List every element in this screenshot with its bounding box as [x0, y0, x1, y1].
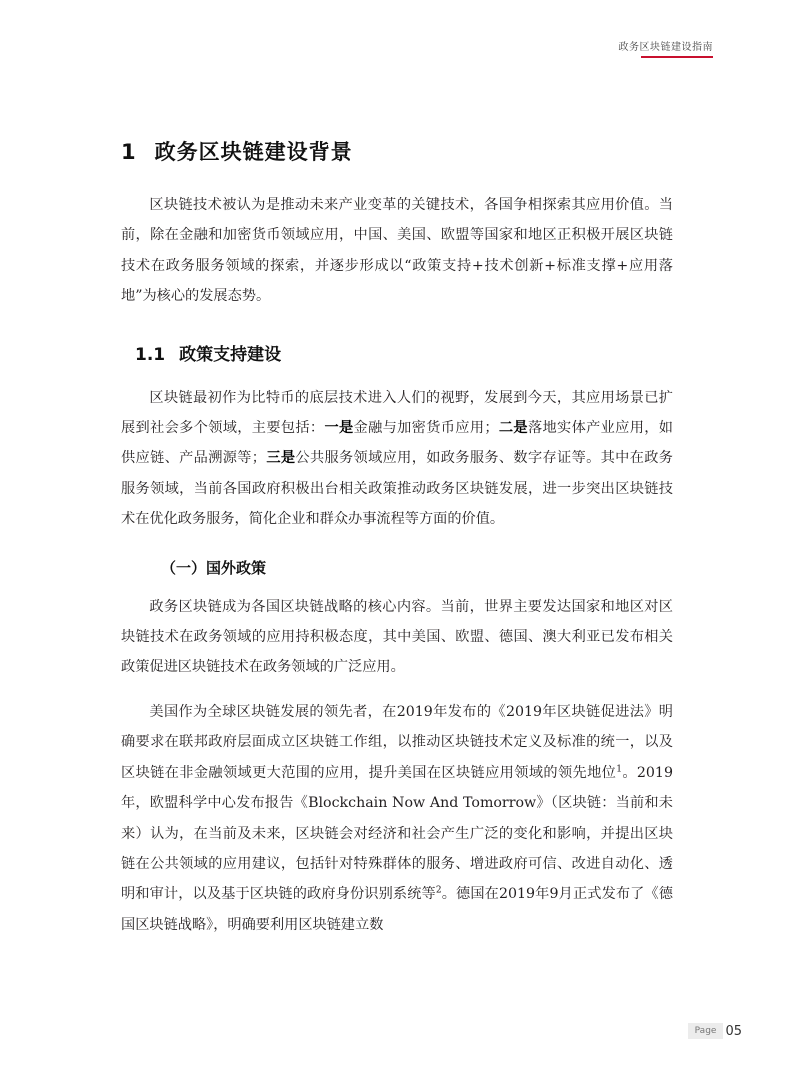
emphasis-third: 三是 — [266, 450, 296, 467]
text-run: 。2019年，欧盟科学中心发布报告《Blockchain Now And Tomorrow》（区块链：当前和未来）认为，在当前及未来，区块链会对经济和社会产生广泛的变化和影响，并提出区块链在公共领域的应用建议，包括针对特殊群体的服务、增进政府可信、改进自动化、透明和审计，以及基于区块链的政府身份识别系统等 — [121, 764, 673, 903]
text-run: 金融与加密货币应用； — [353, 420, 499, 437]
text-run: 。德国在2019年9月正式发布了《德国区块链战略》，明确要利用区块链建立数 — [121, 886, 673, 933]
running-header-title: 政务区块链建设指南 — [618, 42, 713, 53]
page-number: 05 — [725, 1023, 742, 1039]
us-eu-germany-paragraph — [121, 697, 673, 940]
footnote-ref-1[interactable]: 1 — [616, 763, 622, 774]
subsection-number: 1.1 — [135, 344, 166, 365]
foreign-policy-heading: （一）国外政策 — [161, 558, 267, 577]
text-run: 落地实体产业应用，如供应链、产品溯源等； — [121, 420, 673, 467]
intro-paragraph: 区块链技术被认为是推动未来产业变革的关键技术，各国争相探索其应用价值。当前，除在金融和加密货币领域应用，中国、美国、欧盟等国家和地区正积极开展区块链技术在政务服务领域的探索，并逐步形成以“政策支持+技术创新+标准支撑+应用落地”为核心的发展态势。 — [121, 197, 673, 305]
text-run: 公共服务领域应用，如政务服务、数字存证等。其中在政务服务领域，当前各国政府积极出台相关政策推动政务区块链发展，进一步突出区块链技术在优化政务服务，简化企业和群众办事流程等方面的价值。 — [121, 450, 673, 528]
section-title: 政务区块链建设背景 — [154, 140, 353, 164]
text-run: 美国作为全球区块链发展的领先者，在2019年发布的《2019年区块链促进法》明确要求在联邦政府层面成立区块链工作组，以推动区块链技术定义及标准的统一，以及区块链在非金融领域更大范围的应用，提升美国在区块链应用领域的领先地位 — [121, 703, 673, 781]
page-content — [121, 136, 673, 954]
section-number: 1 — [121, 140, 137, 164]
foreign-policy-paragraph: 政务区块链成为各国区块链战略的核心内容。当前，世界主要发达国家和地区对区块链技术在政务领域的应用持积极态度，其中美国、欧盟、德国、澳大利亚已发布相关政策促进区块链技术在政务领域的广泛应用。 — [121, 598, 673, 676]
emphasis-second: 二是 — [498, 420, 528, 437]
subsection-title: 政策支持建设 — [179, 344, 282, 365]
header-accent-line — [641, 56, 713, 58]
section-heading — [121, 136, 673, 166]
page-label: Page — [688, 1023, 724, 1039]
text-run: 区块链最初作为比特币的底层技术进入人们的视野，发展到今天，其应用场景已扩展到社会多个领域，主要包括： — [121, 389, 673, 437]
policy-paragraph — [121, 383, 673, 535]
page-footer — [688, 1023, 742, 1039]
footnote-ref-2[interactable]: 2 — [435, 885, 442, 896]
emphasis-first: 一是 — [324, 420, 354, 437]
subsection-heading — [135, 340, 673, 365]
